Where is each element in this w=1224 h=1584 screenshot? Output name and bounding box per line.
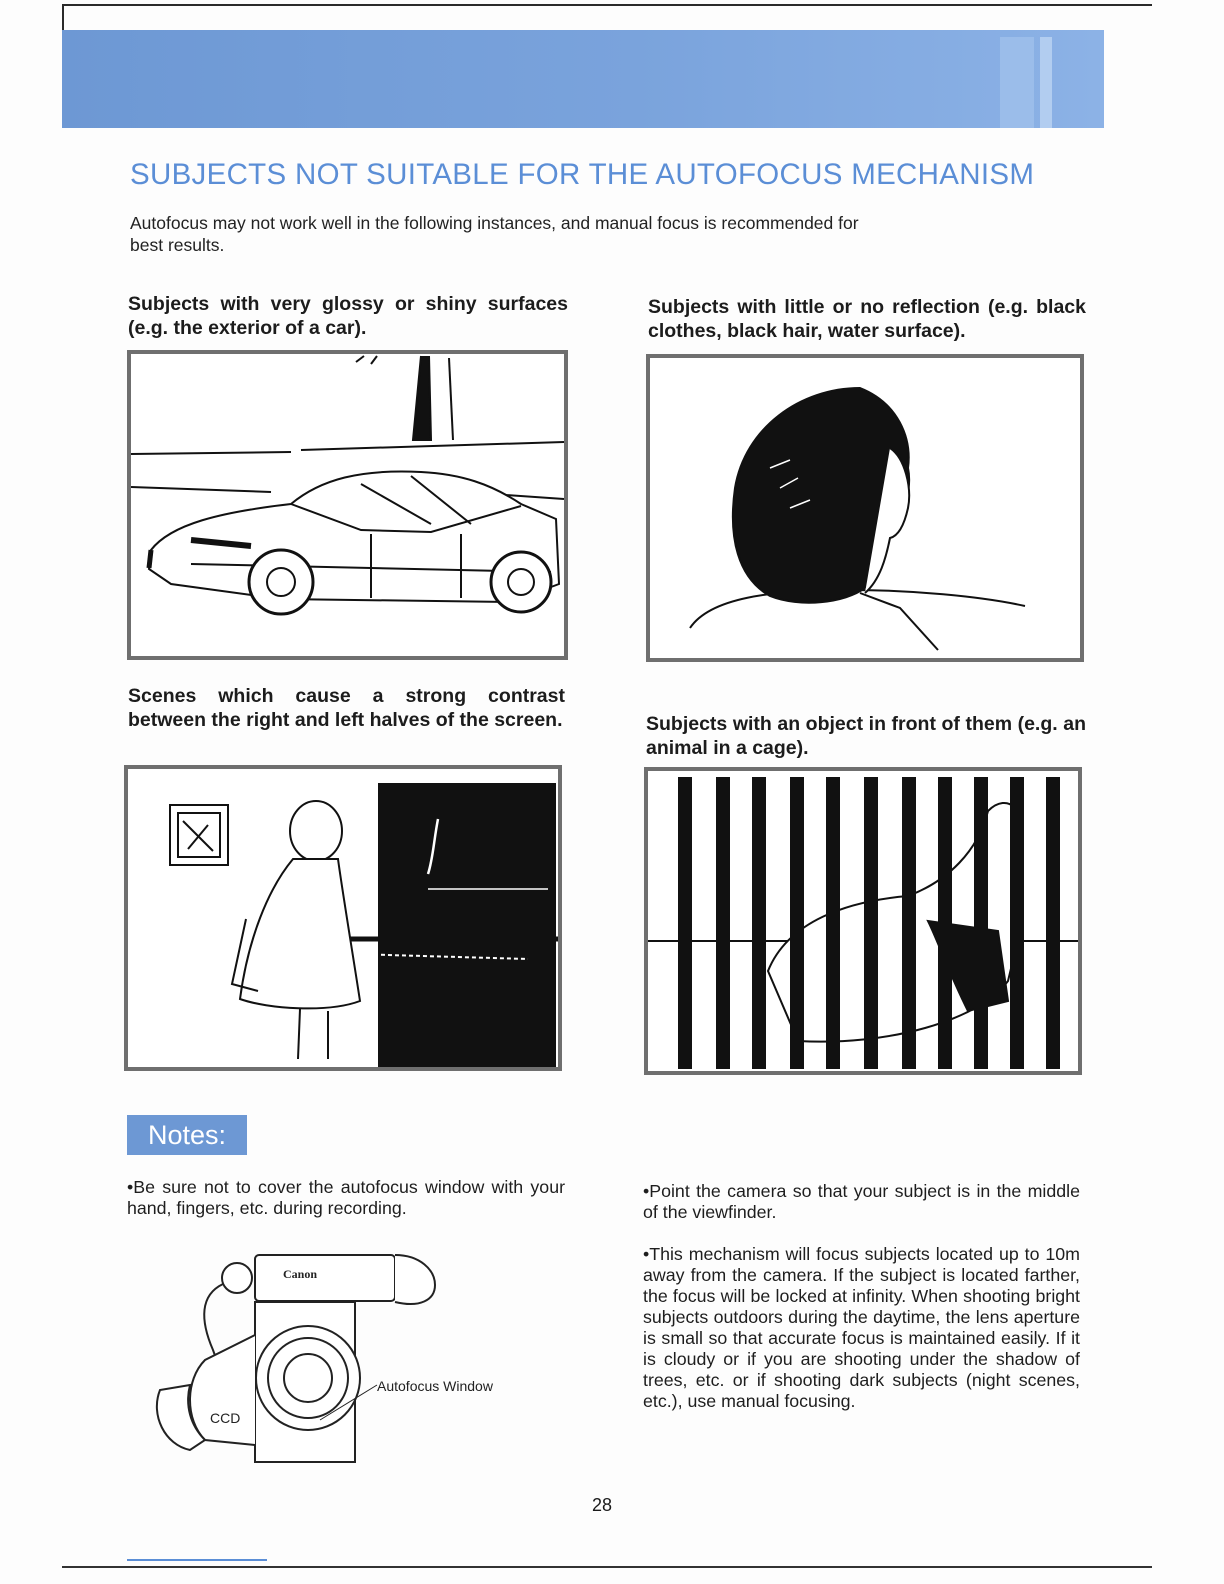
case-caption-object-in-front: Subjects with an object in front of them (e.g. an animal in a cage).: [646, 713, 1086, 759]
ccd-label: CCD: [210, 1410, 241, 1426]
page-number: 28: [591, 1495, 613, 1515]
banner-stripe: [1040, 37, 1052, 128]
bottom-accent-rule: [127, 1559, 267, 1561]
girl-piano-illustration: [124, 765, 562, 1071]
camera-brand-label: Canon: [283, 1267, 318, 1281]
autofocus-window-callout: Autofocus Window: [377, 1378, 493, 1394]
top-rule: [62, 4, 1152, 6]
note-item: •Point the camera so that your subject is in the middle of the viewfinder.: [643, 1181, 1080, 1222]
car-illustration: [127, 350, 568, 660]
header-banner: [62, 30, 1104, 128]
case-caption-no-reflection: Subjects with little or no reflection (e.g. black clothes, black hair, water surface).: [648, 296, 1086, 342]
page-title: SUBJECTS NOT SUITABLE FOR THE AUTOFOCUS MECHANISM: [130, 158, 1035, 191]
case-caption-glossy: Subjects with very glossy or shiny surfaces (e.g. the exterior of a car).: [128, 293, 568, 339]
note-item: •Be sure not to cover the autofocus window with your hand, fingers, etc. during recording.: [127, 1177, 565, 1218]
dark-hair-illustration: [646, 354, 1084, 662]
note-item: •This mechanism will focus subjects located up to 10m away from the camera. If the subject is located farther, the focus will be locked at infinity. When shooting bright subjects outdoors during the daytime, the lens aperture is small so that accurate focus is maintained easily. If it is cloudy or if you are shooting under the shadow of trees, etc. or if shooting dark subjects (night scenes, etc.), use manual focusing.: [643, 1244, 1080, 1411]
intro-paragraph: Autofocus may not work well in the following instances, and manual focus is recommended for best results.: [130, 213, 859, 255]
notes-heading: Notes:: [127, 1115, 247, 1155]
camcorder-illustration: [145, 1240, 445, 1465]
bottom-rule: [62, 1566, 1152, 1568]
caged-lion-illustration: [644, 767, 1082, 1075]
banner-stripe: [1000, 37, 1034, 128]
case-caption-contrast: Scenes which cause a strong contrast between the right and left halves of the screen.: [128, 685, 565, 731]
